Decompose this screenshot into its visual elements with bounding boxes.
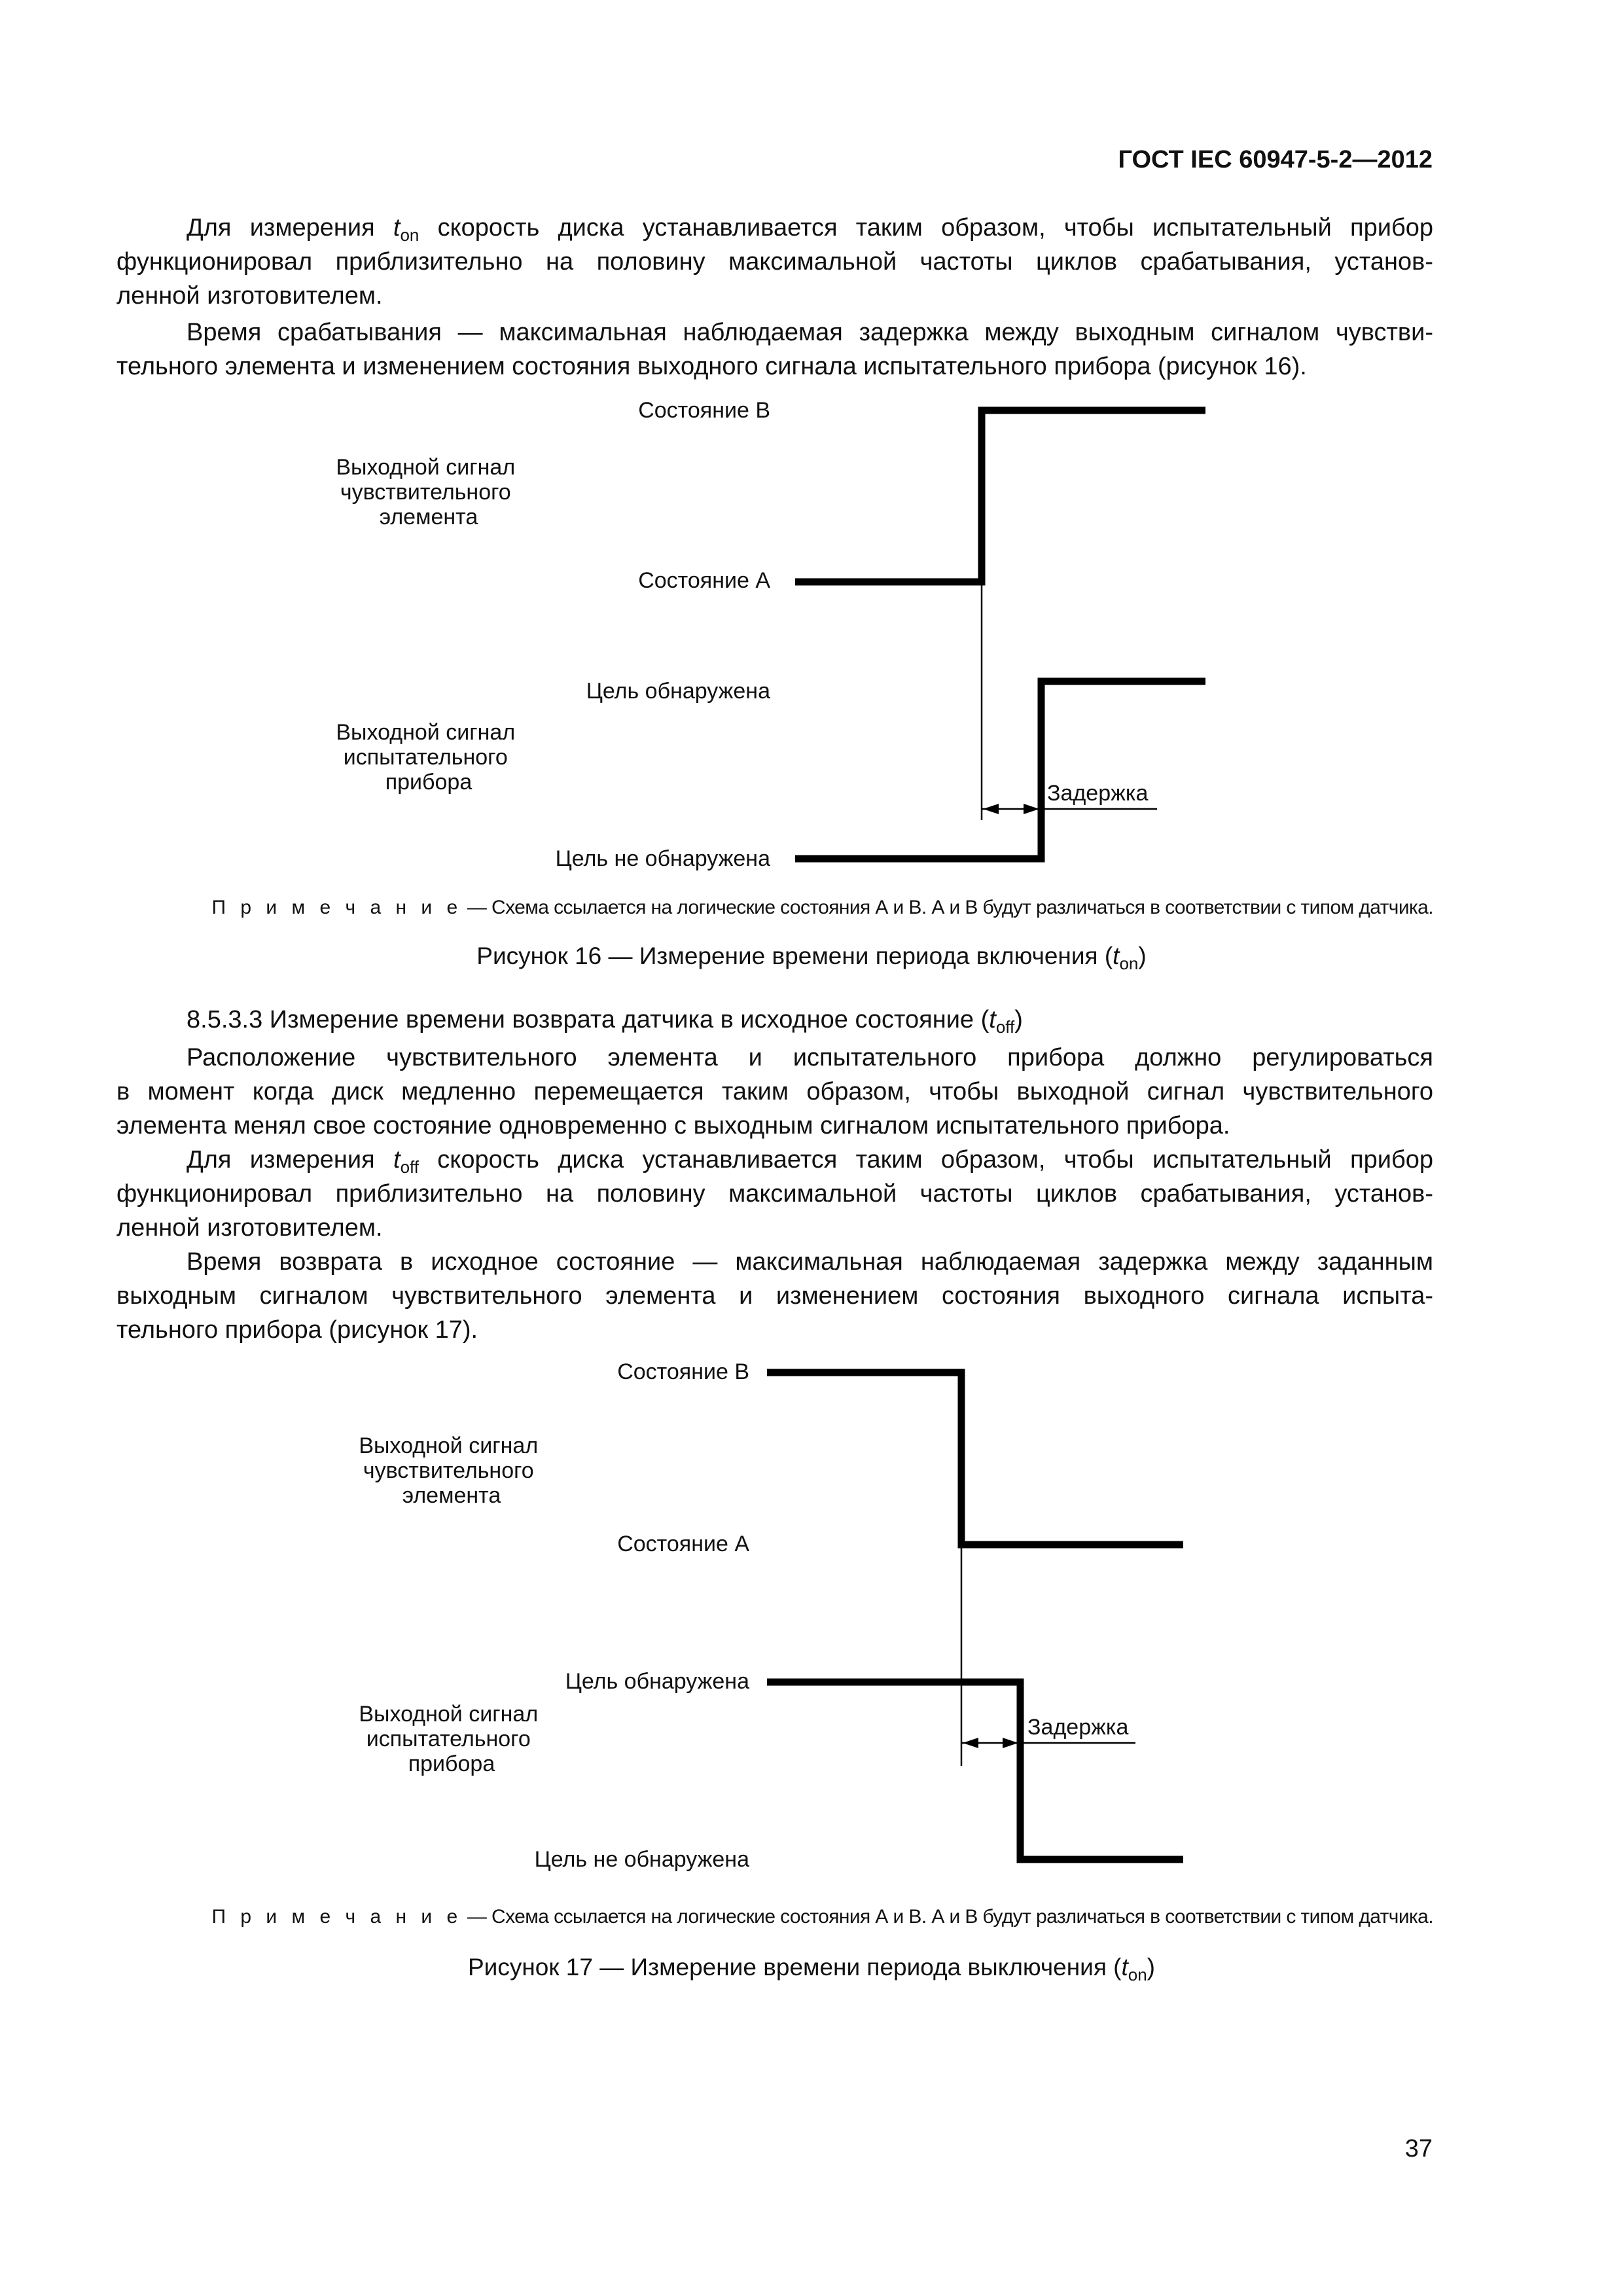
paragraph-response-time: Время срабатывания — максимальная наблюдаемая задержка между выходным сигналом чувстви- тельного элемента и изменением состояния выходного сигнала испытательного прибора (рисунок 16).	[116, 319, 1433, 380]
figure-17-timing-diagram	[0, 1348, 1623, 1885]
delay-arrowhead-left	[963, 1738, 978, 1748]
figure-17-note: П р и м е ч а н и е — Схема ссылается на логические состояния А и В. А и В будут различаться в соответствии с типом датчика.	[211, 1906, 1433, 1928]
figure-17-caption: Рисунок 17 — Измерение времени периода выключения $(t_{on})$	[467, 1954, 1155, 1984]
state-a-label: Состояние А	[617, 1532, 749, 1556]
sensor-output-label: Выходной сигнал чувствительного элемента	[336, 455, 516, 529]
state-b-label: Состояние В	[617, 1359, 749, 1384]
state-a-label: Состояние А	[638, 568, 770, 593]
paragraph-toff-speed: Для измерения $t_{off}$ скорость диска устанавливается таким образом, чтобы испытательный прибор функционировал приблизительно на половину максимальной частоты циклов срабатывания, установ- ленной изготовителем.	[116, 1146, 1433, 1242]
figure-16-timing-diagram	[0, 393, 1623, 903]
paragraph-return-time: Время возврата в исходное состояние — максимальная наблюдаемая задержка между заданным выходным сигналом чувствительного элемента и изменением состояния выходного сигнала испыта- тельного прибора (рисунок 17).	[116, 1248, 1433, 1344]
device-output-label: Выходной сигнал испытательного прибора	[336, 720, 516, 795]
delay-arrowhead-left	[983, 804, 999, 814]
target-not-detected-label: Цель не обнаружена	[555, 846, 770, 871]
sensor-signal-trace	[795, 410, 1205, 582]
state-b-label: Состояние В	[638, 398, 770, 423]
target-detected-label: Цель обнаружена	[565, 1669, 749, 1694]
figure-16-caption: Рисунок 16 — Измерение времени периода включения $(t_{on})$	[476, 942, 1147, 973]
sensor-signal-trace	[767, 1372, 1183, 1545]
figure-16-note: П р и м е ч а н и е — Схема ссылается на логические состояния А и В. А и В будут различаться в соответствии с типом датчика.	[211, 897, 1433, 918]
delay-label: Задержка	[1027, 1715, 1129, 1740]
delay-arrowhead-right	[1024, 804, 1039, 814]
target-not-detected-label: Цель не обнаружена	[534, 1847, 749, 1872]
document-id: ГОСТ IEC 60947-5-2—2012	[1118, 146, 1433, 173]
sensor-output-label: Выходной сигнал чувствительного элемента	[359, 1433, 539, 1508]
paragraph-positioning: Расположение чувствительного элемента и испытательного прибора должно регулироваться в момент когда диск медленно перемещается таким образом, чтобы выходной сигнал чувствительного элемента менял свое состояние одновременно с выходным сигналом испытательного прибора.	[116, 1044, 1433, 1139]
target-detected-label: Цель обнаружена	[586, 679, 770, 704]
delay-label: Задержка	[1047, 781, 1149, 806]
device-signal-trace	[795, 681, 1205, 859]
section-heading: 8.5.3.3 Измерение времени возврата датчика в исходное состояние $(t_{off})$	[187, 1006, 1023, 1037]
paragraph-ton-speed: Для измерения $t_{on}$ скорость диска устанавливается таким образом, чтобы испытательный прибор функционировал приблизительно на половину максимальной частоты циклов срабатывания, установ- ленной изготовителем.	[116, 214, 1433, 310]
page-number: 37	[1404, 2135, 1433, 2162]
device-output-label: Выходной сигнал испытательного прибора	[359, 1702, 539, 1776]
delay-arrowhead-right	[1003, 1738, 1018, 1748]
device-signal-trace	[767, 1682, 1183, 1859]
